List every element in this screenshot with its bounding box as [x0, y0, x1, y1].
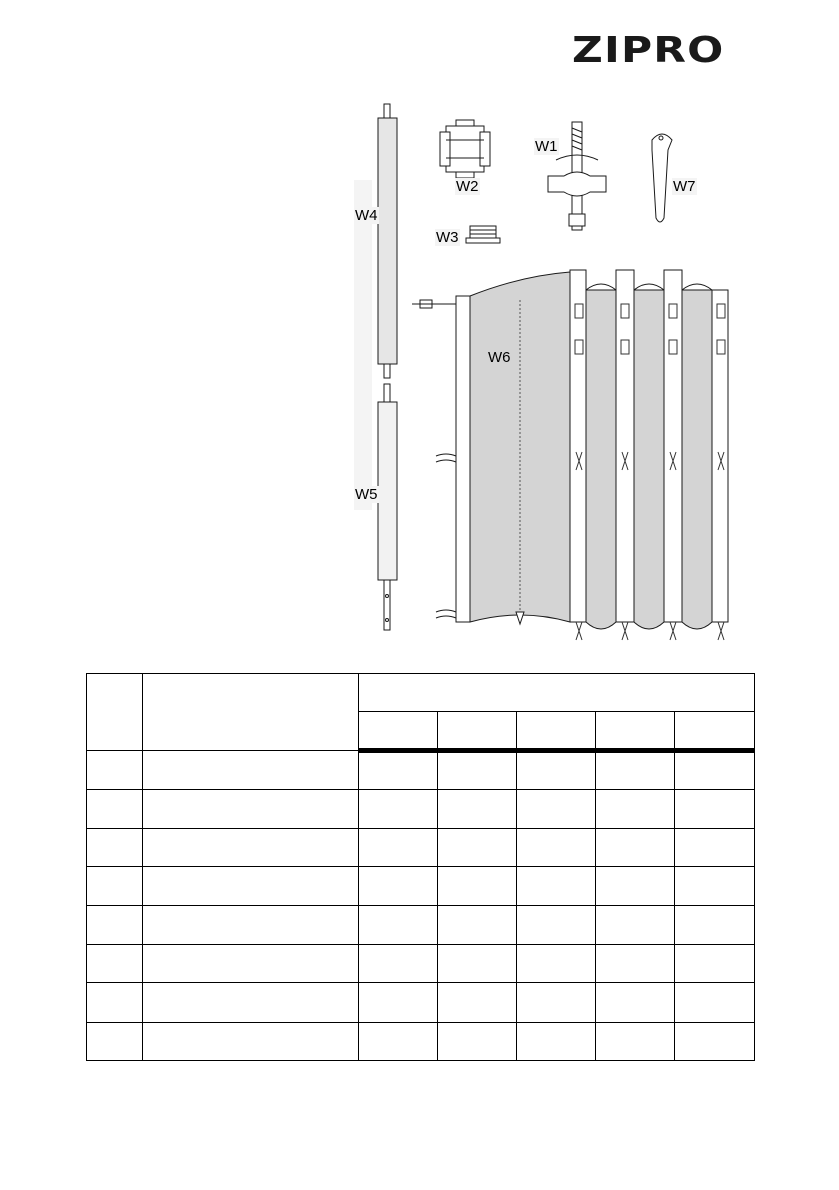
table-cell	[675, 828, 755, 866]
part-label-w5: W5	[355, 486, 378, 503]
table-cell	[517, 828, 596, 866]
table-cell	[87, 906, 143, 944]
table-cell	[438, 828, 517, 866]
table-cell	[596, 983, 675, 1022]
table-cell	[143, 750, 359, 789]
table-cell	[596, 944, 675, 982]
table-cell	[359, 906, 438, 944]
table-cell	[143, 983, 359, 1022]
table-cell	[438, 906, 517, 944]
table-cell	[143, 1022, 359, 1060]
table-cell	[143, 944, 359, 982]
table-cell	[596, 790, 675, 828]
table-row	[87, 906, 755, 944]
table-cell	[517, 866, 596, 905]
header-subcell	[596, 712, 675, 750]
table-cell	[517, 906, 596, 944]
part-label-w2: W2	[456, 178, 479, 195]
header-cell-description	[143, 674, 359, 751]
table-cell	[87, 983, 143, 1022]
table-cell	[675, 1022, 755, 1060]
table-cell	[438, 866, 517, 905]
pole-w5-drawing	[378, 384, 397, 630]
part-label-w4: W4	[355, 207, 378, 224]
table-cell	[143, 906, 359, 944]
table-cell	[438, 750, 517, 789]
table-cell	[517, 750, 596, 789]
header-cell-number	[87, 674, 143, 751]
pole-w4-drawing	[378, 104, 397, 378]
table-cell	[517, 983, 596, 1022]
table-cell	[596, 750, 675, 789]
table-cell	[143, 866, 359, 905]
brand-logo: ZIPRO	[572, 30, 725, 71]
table-cell	[87, 866, 143, 905]
table-cell	[143, 828, 359, 866]
header-subcell	[675, 712, 755, 750]
table-row	[87, 1022, 755, 1060]
header-subcell	[438, 712, 517, 750]
table-cell	[517, 944, 596, 982]
header-cell-group	[359, 674, 755, 712]
table-cell	[87, 790, 143, 828]
header-subcell	[517, 712, 596, 750]
table-cell	[438, 1022, 517, 1060]
table-header-row	[87, 674, 755, 712]
table-cell	[596, 906, 675, 944]
table-row	[87, 750, 755, 789]
table-cell	[675, 866, 755, 905]
table-cell	[359, 983, 438, 1022]
part-label-w3: W3	[436, 229, 459, 246]
table-cell	[675, 944, 755, 982]
table-cell	[596, 1022, 675, 1060]
table-cell	[675, 983, 755, 1022]
table-row	[87, 944, 755, 982]
table-cell	[143, 790, 359, 828]
table-cell	[359, 828, 438, 866]
table-row	[87, 866, 755, 905]
table-cell	[359, 750, 438, 789]
table-cell	[675, 790, 755, 828]
table-cell	[596, 828, 675, 866]
table-row	[87, 790, 755, 828]
table-row	[87, 828, 755, 866]
table-cell	[675, 906, 755, 944]
table-cell	[359, 790, 438, 828]
part-label-w6: W6	[488, 349, 511, 366]
part-label-w7: W7	[673, 178, 696, 195]
table-cell	[87, 1022, 143, 1060]
tool-w7-drawing	[652, 134, 672, 222]
cap-w3-drawing	[466, 226, 500, 243]
table-cell	[87, 828, 143, 866]
table-cell	[359, 944, 438, 982]
table-cell	[438, 983, 517, 1022]
table-cell	[87, 944, 143, 982]
net-w6-drawing	[412, 270, 728, 640]
table-cell	[87, 750, 143, 789]
clamp-w2-drawing	[440, 120, 490, 178]
table-cell	[438, 790, 517, 828]
table-cell	[438, 944, 517, 982]
table-cell	[359, 1022, 438, 1060]
table-cell	[675, 750, 755, 789]
table-cell	[359, 866, 438, 905]
header-subcell	[359, 712, 438, 750]
table-cell	[517, 790, 596, 828]
table-cell	[517, 1022, 596, 1060]
part-label-w1: W1	[535, 138, 558, 155]
parts-table	[86, 673, 755, 1061]
table-row	[87, 983, 755, 1022]
table-cell	[596, 866, 675, 905]
